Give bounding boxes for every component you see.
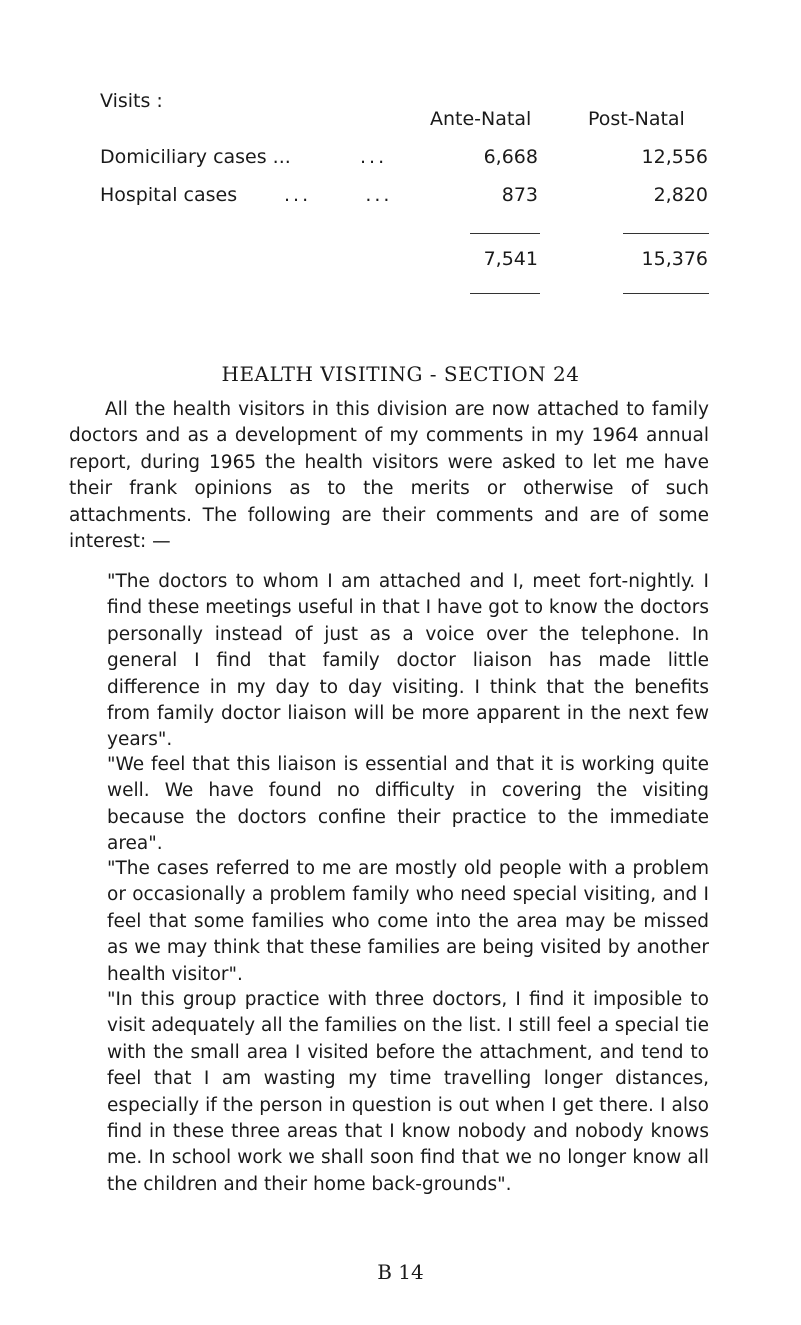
subtotal-rule-post-natal <box>623 233 709 234</box>
subtotal-rule-ante-natal <box>470 233 540 234</box>
quote-paragraph: "In this group practice with three doctors, I find it imposible to visit adequately all the families on the list. I still feel a special tie with the small area I visited before the attachment, and tend to feel that I am wasting my time travelling longer distances, especially if the person in question is out when I get there. I also find in these three areas that I know nobody and nobody knows me. In school work we shall soon find that we no longer know all the children and their home back-grounds". <box>107 989 709 1195</box>
quote-paragraph: "We feel that this liaison is essential and that it is working quite well. We have found no difficulty in covering the visiting because the doctors confine their practice to the immediate area". <box>107 754 709 855</box>
total-ante-natal: 7,541 <box>483 248 538 270</box>
total-rule-post-natal <box>623 293 709 294</box>
section-heading: HEALTH VISITING - SECTION 24 <box>221 362 580 386</box>
page-number: B 14 <box>377 1260 424 1284</box>
total-rule-ante-natal <box>470 293 540 294</box>
column-header-ante-natal: Ante-Natal <box>430 108 532 130</box>
cell-domiciliary-post-natal: 12,556 <box>641 146 708 168</box>
column-header-post-natal: Post-Natal <box>588 108 685 130</box>
row-leader-dots: ... <box>360 146 388 168</box>
visits-heading: Visits : <box>100 90 163 112</box>
row-label-hospital: Hospital cases <box>100 184 238 206</box>
cell-domiciliary-ante-natal: 6,668 <box>483 146 538 168</box>
quote-paragraph: "The cases referred to me are mostly old people with a problem or occasionally a problem family who need special visiting, and I feel that some families who come into the area may be missed as we may think that these families are being visited by another health visitor". <box>107 858 709 985</box>
row-label-domiciliary: Domiciliary cases ... <box>100 146 291 168</box>
row-leader-dots: ... ... <box>284 184 393 206</box>
cell-hospital-post-natal: 2,820 <box>653 184 708 206</box>
quote-paragraph: "The doctors to whom I am attached and I, meet fort-nightly. I find these meetings useful in that I have got to know the doctors personally instead of just as a voice over the telephone. In general I find that family doctor liaison has made little difference in my day to day visiting. I think that the benefits from family doctor liaison will be more apparent in the next few years". <box>107 571 709 751</box>
total-post-natal: 15,376 <box>641 248 708 270</box>
cell-hospital-ante-natal: 873 <box>501 184 538 206</box>
intro-paragraph: All the health visitors in this division are now attached to family doctors and as a development of my comments in my 1964 annual report, during 1965 the health visitors were asked to let me have their frank opinions as to the merits or otherwise of such attachments. The following are their comments and are of some interest: — <box>69 399 709 553</box>
